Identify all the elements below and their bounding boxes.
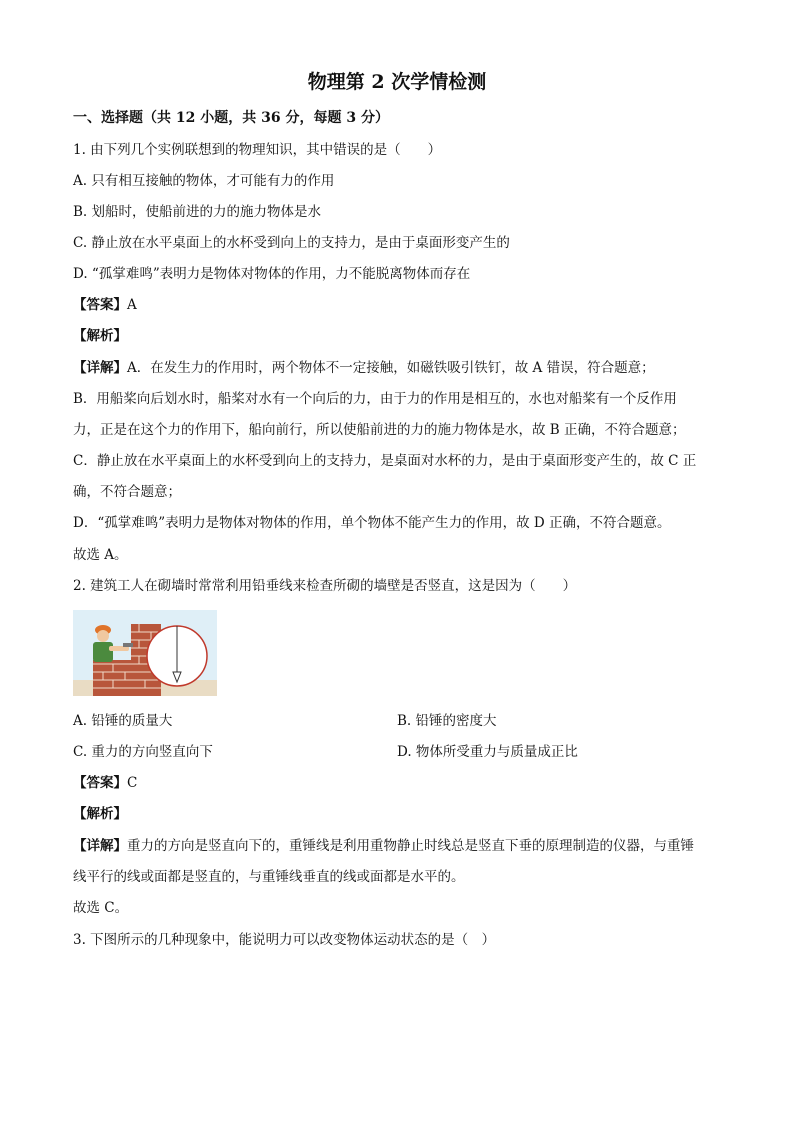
plumb-line-illustration [73, 610, 217, 696]
q2-analysis-tag: 【解析】 [73, 806, 127, 822]
q1-stem: 1. 由下列几个实例联想到的物理知识，其中错误的是（ ） [73, 142, 442, 158]
page-title: 物理第 2 次学情检测 [307, 71, 487, 93]
q2-stem: 2. 建筑工人在砌墙时常常利用铅垂线来检查所砌的墙壁是否竖直，这是因为（ ） [73, 578, 577, 594]
q2-option-c: C. 重力的方向竖直向下 [73, 744, 213, 760]
q1-detail-line: 力，正是在这个力的作用下，船向前行，所以使船前进的力的施力物体是水，故 B 正确，不符合题意； [73, 422, 686, 438]
q3-stem: 3. 下图所示的几种现象中，能说明力可以改变物体运动状态的是（ ） [73, 932, 496, 948]
q1-option-c: C. 静止放在水平桌面上的水杯受到向上的支持力，是由于桌面形变产生的 [73, 235, 510, 251]
q2-option-b: B. 铅锤的密度大 [397, 713, 497, 729]
q1-option-b: B. 划船时，使船前进的力的施力物体是水 [73, 204, 322, 220]
bricklayer-plumb-image [73, 610, 217, 696]
q1-answer [73, 296, 137, 314]
q2-detail-line [73, 837, 694, 855]
q2-option-a: A. 铅锤的质量大 [73, 713, 173, 729]
q1-option-a: A. 只有相互接触的物体，才可能有力的作用 [73, 173, 335, 189]
q1-detail-line: 确，不符合题意； [73, 484, 181, 500]
detail-tag: 【详解】 [73, 360, 127, 376]
q1-option-d: D. “孤掌难鸣”表明力是物体对物体的作用，力不能脱离物体而存在 [73, 266, 471, 282]
detail-tag: 【详解】 [73, 838, 127, 854]
q2-conclusion: 故选 C。 [73, 900, 129, 916]
q1-detail-line: C．静止放在水平桌面上的水杯受到向上的支持力，是桌面对水杯的力，是由于桌面形变产生的，故 C 正 [73, 453, 697, 469]
answer-tag: 【答案】 [73, 297, 127, 313]
detail-text: A．在发生力的作用时，两个物体不一定接触，如磁铁吸引铁钉，故 A 错误，符合题意； [127, 360, 655, 376]
q1-analysis-tag: 【解析】 [73, 328, 127, 344]
answer-value: C [127, 775, 138, 791]
q1-detail-line [73, 359, 655, 377]
detail-text: 重力的方向是竖直向下的，重锤线是利用重物静止时线总是竖直下垂的原理制造的仪器，与重锤 [127, 838, 694, 854]
answer-tag: 【答案】 [73, 775, 127, 791]
answer-value: A [127, 297, 137, 313]
section-heading: 一、选择题（共 12 小题，共 36 分，每题 3 分） [73, 110, 389, 126]
q1-conclusion: 故选 A。 [73, 547, 128, 563]
q1-detail-line: D．“孤掌难鸣”表明力是物体对物体的作用，单个物体不能产生力的作用，故 D 正确，不符合题意。 [73, 515, 671, 531]
q2-answer [73, 774, 137, 792]
q2-option-d: D. 物体所受重力与质量成正比 [397, 744, 578, 760]
q2-detail-line: 线平行的线或面都是竖直的，与重锤线垂直的线或面都是水平的。 [73, 869, 465, 885]
plumb-line-diagram [147, 626, 207, 686]
q1-detail-line: B．用船桨向后划水时，船桨对水有一个向后的力，由于力的作用是相互的，水也对船桨有一个反作用 [73, 391, 677, 407]
